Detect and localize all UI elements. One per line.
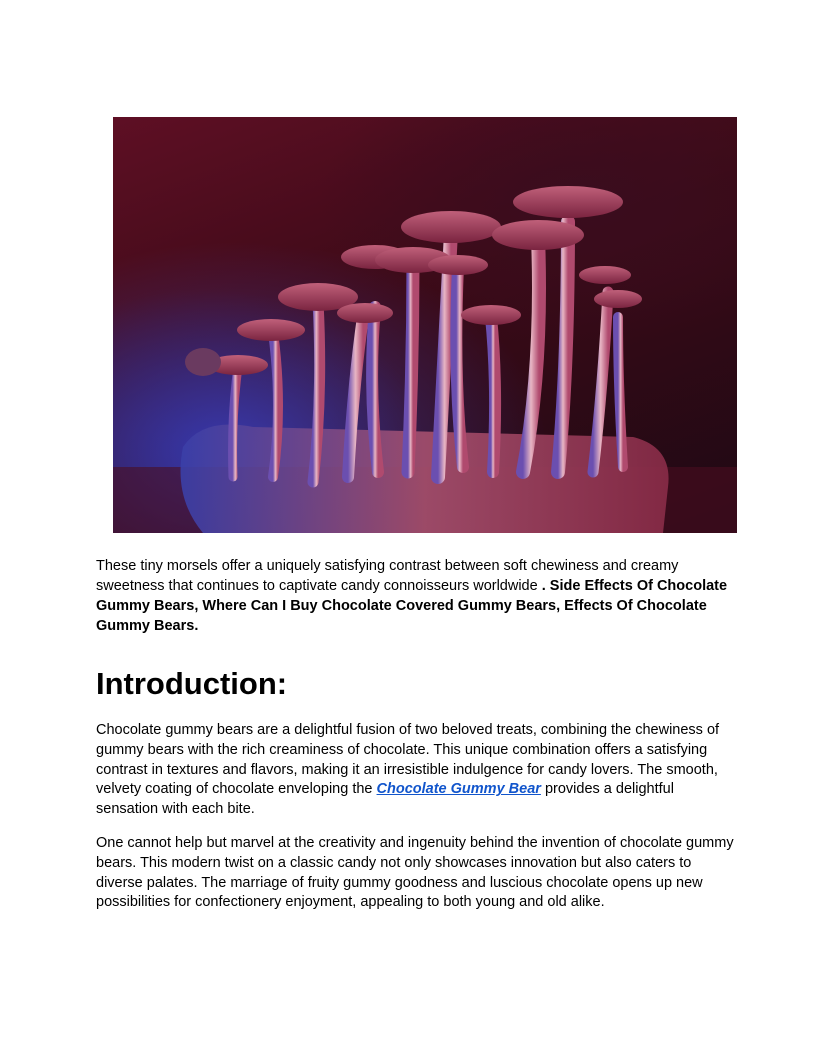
paragraph-2 bbox=[96, 721, 736, 820]
paragraph-2-text-before: Chocolate gummy bears are a delightful fusion of two beloved treats, combining the chewiness of gummy bears with the rich creaminess of chocolate. This unique combination offers a satisfying contrast in textures and flavors, making it an irresistible indulgence for candy lovers. The smooth, velvety coating of chocolate enveloping the bbox=[96, 722, 720, 798]
chocolate-gummy-bear-link[interactable]: Chocolate Gummy Bear bbox=[376, 781, 541, 798]
mushroom-cluster-photo-icon bbox=[113, 117, 737, 533]
hero-image bbox=[113, 117, 737, 533]
intro-paragraph bbox=[96, 556, 736, 636]
intro-text: These tiny morsels offer a uniquely satisfying contrast between soft chewiness and creamy sweetness that continues to captivate candy connoisseurs worldwide bbox=[96, 558, 679, 594]
paragraph-3: One cannot help but marvel at the creativity and ingenuity behind the invention of chocolate gummy bears. This modern twist on a classic candy not only showcases innovation but also caters to diverse palates. The marriage of fruity gummy goodness and luscious chocolate opens up new possibilities for confectionery enjoyment, appealing to both young and old alike. bbox=[96, 835, 734, 911]
intro-bold-keywords: . Side Effects Of Chocolate Gummy Bears, Where Can I Buy Chocolate Covered Gummy Bears, Effects Of Chocolate Gummy Bears. bbox=[96, 578, 728, 634]
section-heading: Introduction: bbox=[96, 666, 288, 701]
paragraph-2-text-after: provides a delightful sensation with each bite. bbox=[96, 781, 674, 818]
